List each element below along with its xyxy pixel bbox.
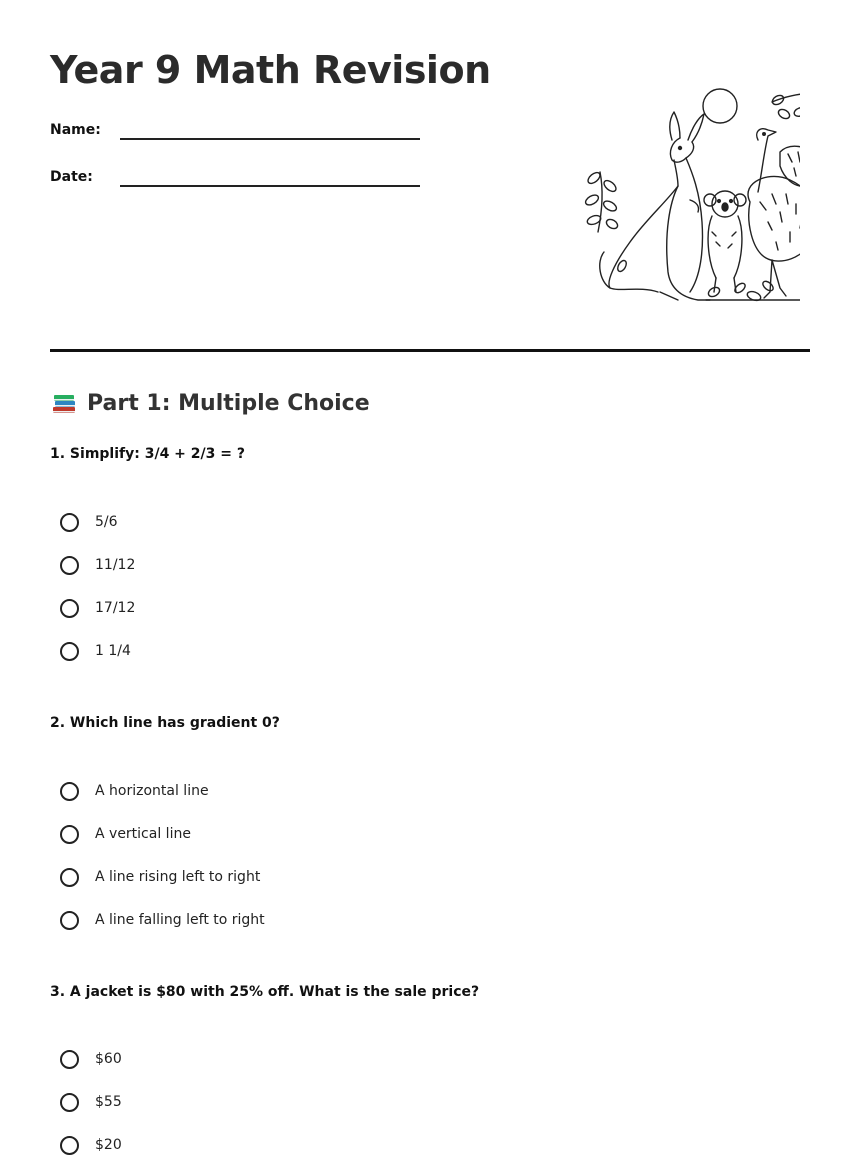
worksheet-page <box>50 0 810 1161</box>
section-divider <box>50 349 810 352</box>
q1-option-1[interactable] <box>60 509 118 535</box>
option-label: A line rising left to right <box>95 869 261 885</box>
option-label: 5/6 <box>95 514 118 530</box>
radio-button[interactable] <box>60 556 79 575</box>
option-label: A vertical line <box>95 826 191 842</box>
name-field <box>50 122 430 152</box>
name-input-line[interactable] <box>120 138 420 140</box>
q3-option-3[interactable] <box>60 1132 122 1158</box>
option-label: $60 <box>95 1051 122 1067</box>
q2-option-1[interactable] <box>60 778 209 804</box>
section-heading <box>50 389 370 417</box>
radio-button[interactable] <box>60 825 79 844</box>
option-label: 17/12 <box>95 600 136 616</box>
radio-button[interactable] <box>60 782 79 801</box>
q1-option-2[interactable] <box>60 552 135 578</box>
radio-button[interactable] <box>60 911 79 930</box>
date-input-line[interactable] <box>120 185 420 187</box>
books-icon <box>50 389 78 417</box>
radio-button[interactable] <box>60 599 79 618</box>
q3-option-1[interactable] <box>60 1046 122 1072</box>
section-title: Part 1: Multiple Choice <box>87 390 370 416</box>
option-label: 11/12 <box>95 557 136 573</box>
option-label: $55 <box>95 1094 122 1110</box>
q2-option-4[interactable] <box>60 907 265 933</box>
option-label: $20 <box>95 1137 122 1153</box>
option-label: A horizontal line <box>95 783 209 799</box>
radio-button[interactable] <box>60 1136 79 1155</box>
question-1: 1. Simplify: 3/4 + 2/3 = ? <box>50 446 245 462</box>
radio-button[interactable] <box>60 513 79 532</box>
option-label: A line falling left to right <box>95 912 265 928</box>
option-label: 1 1/4 <box>95 643 131 659</box>
q1-option-3[interactable] <box>60 595 135 621</box>
question-3: 3. A jacket is $80 with 25% off. What is the sale price? <box>50 984 480 1000</box>
kangaroo-koala-emu-illustration <box>540 82 800 317</box>
radio-button[interactable] <box>60 868 79 887</box>
question-2: 2. Which line has gradient 0? <box>50 715 280 731</box>
q2-option-2[interactable] <box>60 821 191 847</box>
radio-button[interactable] <box>60 1093 79 1112</box>
q2-option-3[interactable] <box>60 864 260 890</box>
date-label: Date: <box>50 169 93 185</box>
q3-option-2[interactable] <box>60 1089 122 1115</box>
radio-button[interactable] <box>60 1050 79 1069</box>
radio-button[interactable] <box>60 642 79 661</box>
page-title: Year 9 Math Revision <box>50 48 491 92</box>
name-label: Name: <box>50 122 101 138</box>
date-field <box>50 169 430 199</box>
q1-option-4[interactable] <box>60 638 131 664</box>
